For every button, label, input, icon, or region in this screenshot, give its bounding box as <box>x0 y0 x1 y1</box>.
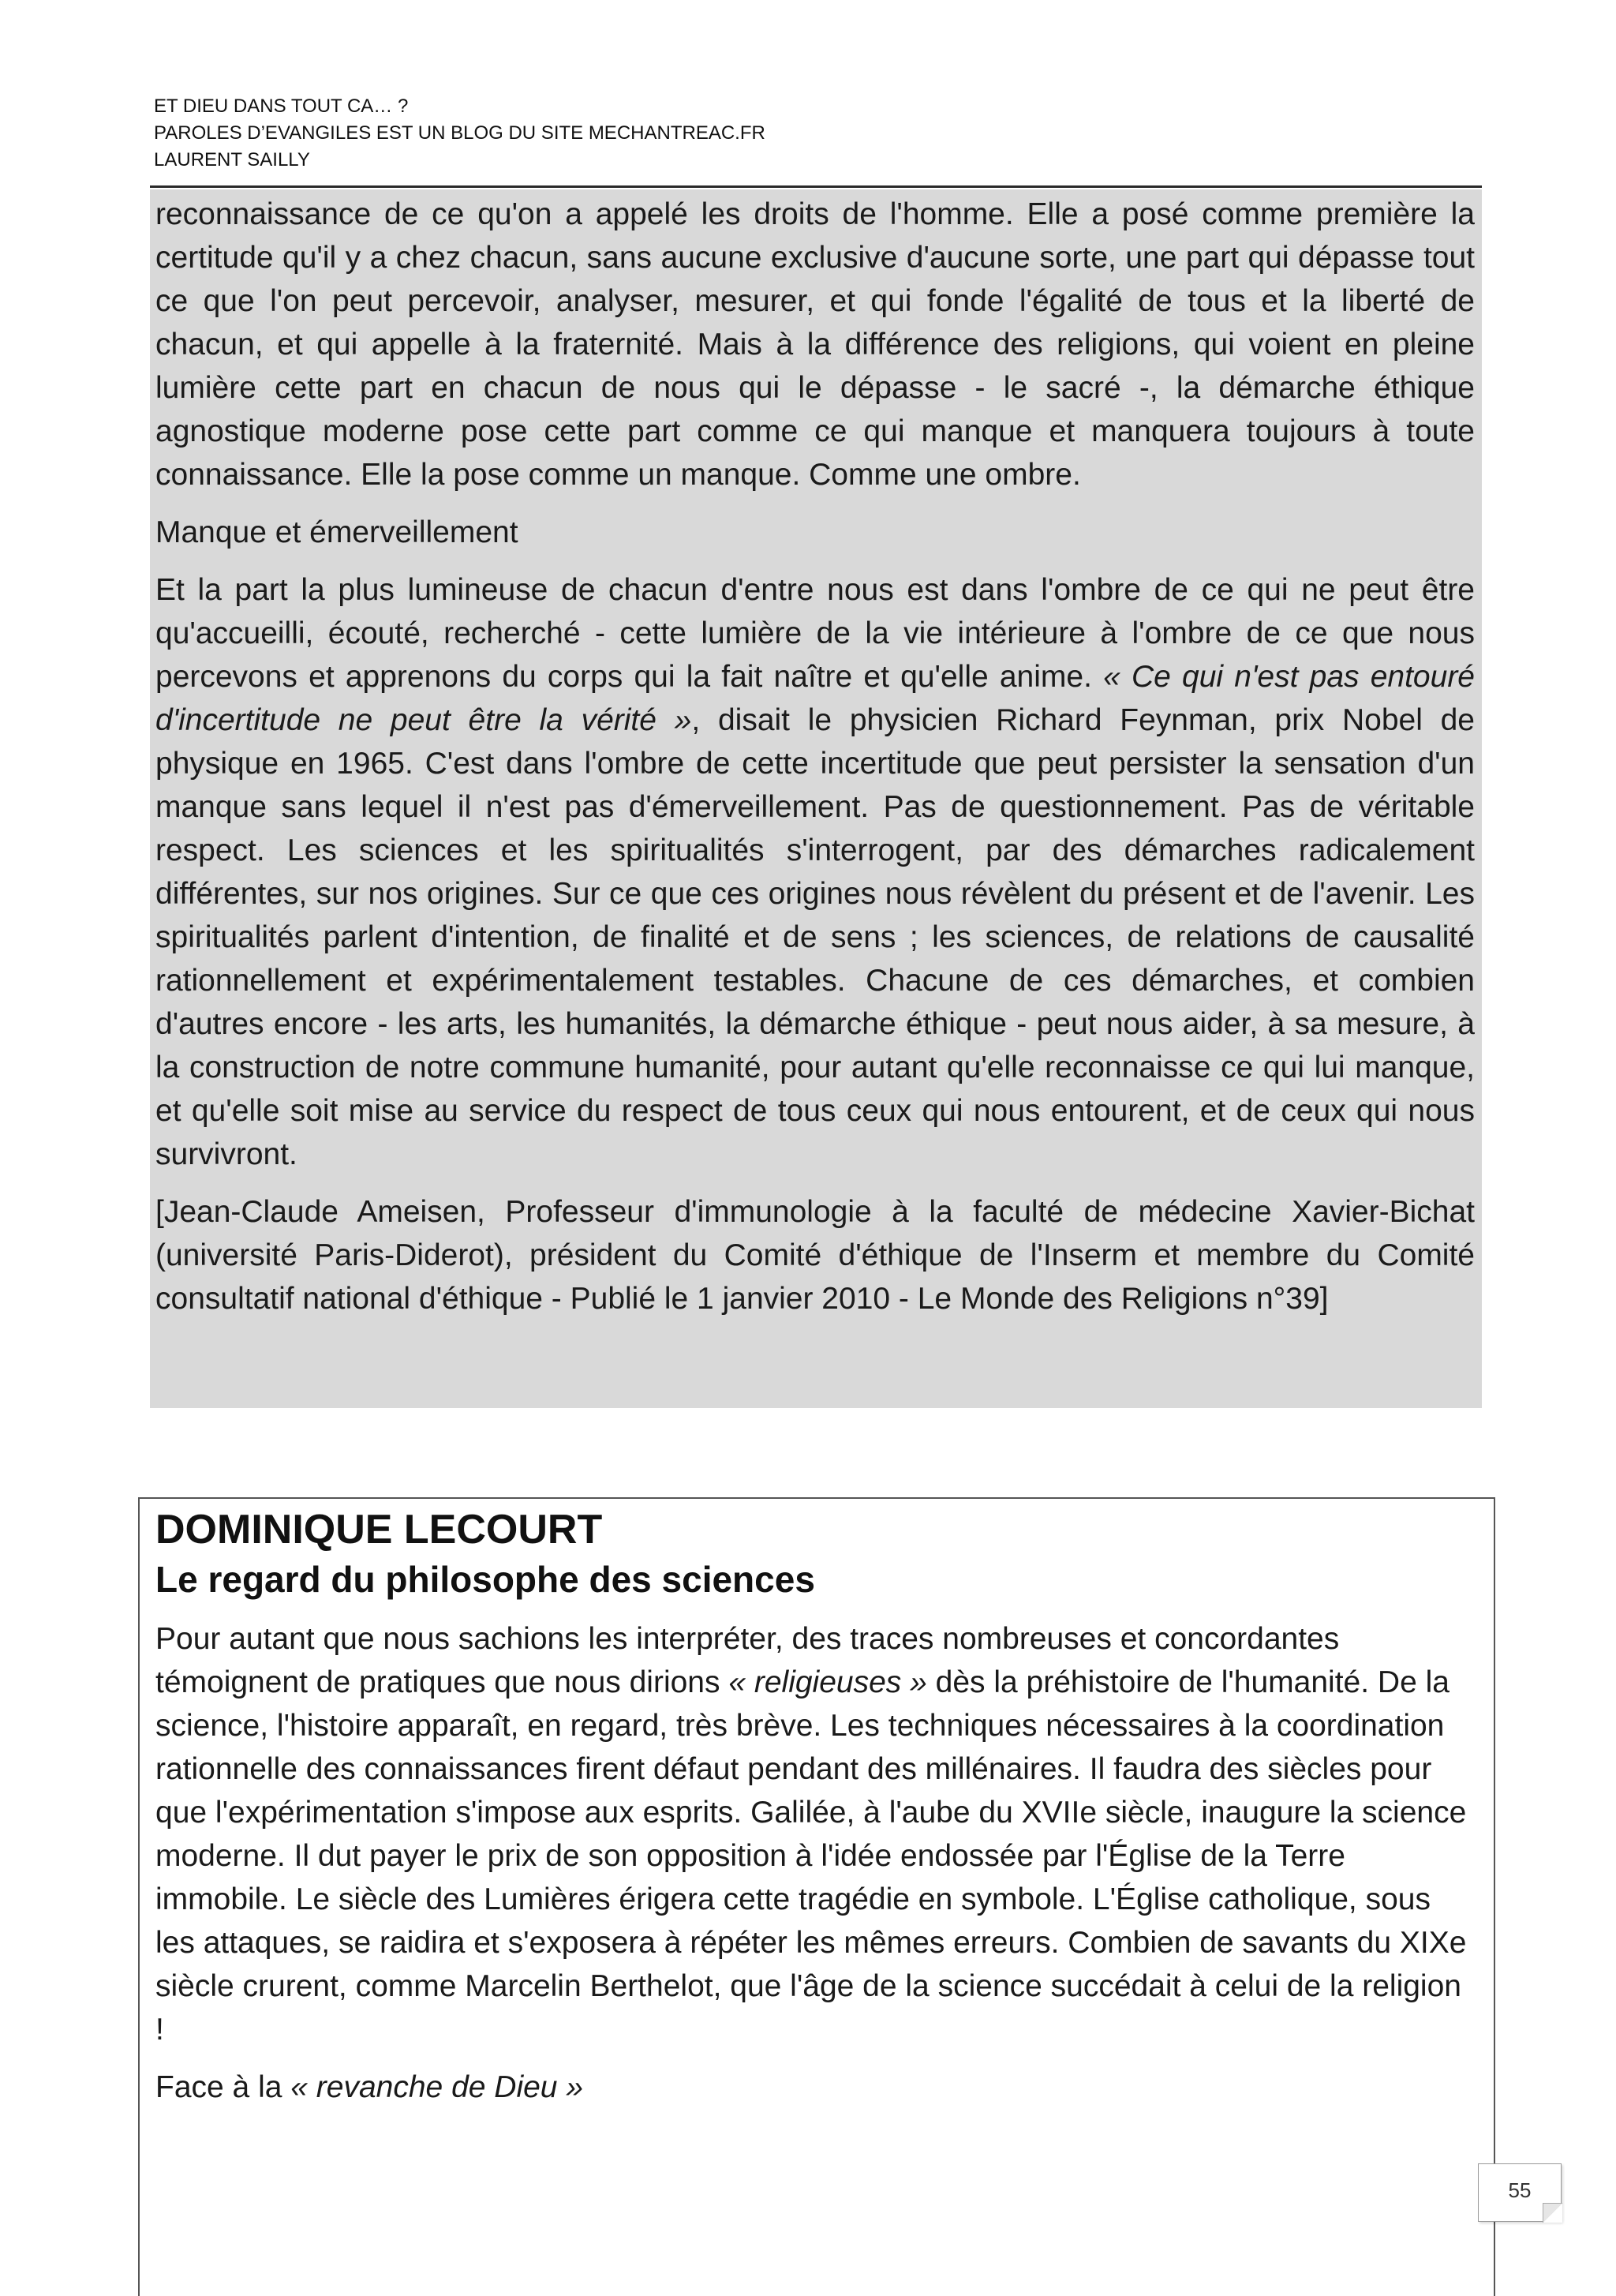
lecourt-p1-end: dès la préhistoire de l'humanité. De la science, l'histoire apparaît, en regard, très brève. Les techniques nécessaires à la coordination rationnelle des connaissances firent défaut pendant des millénaires. Il faudra des siècles pour que l'expérimentation s'impose aux esprits. Galilée, à l'aube du XVIIe siècle, inaugure la science moderne. Il dut payer le prix de son opposition à l'idée endossée par l'Église de la Terre immobile. Le siècle des Lumières érigera cette tragédie en symbole. L'Église catholique, sous les attaques, se raidira et s'exposera à répéter les mêmes erreurs. Combien de savants du XIXe siècle crurent, comme Marcelin Berthelot, que l'âge de la science succédait à celui de la religion ! <box>155 1665 1467 2047</box>
page-number-box <box>1478 2163 1562 2222</box>
header-rule <box>150 185 1482 188</box>
ameisen-citation: [Jean-Claude Ameisen, Professeur d'immunologie à la faculté de médecine Xavier-Bichat (université Paris-Diderot), président du Comité d'éthique de l'Inserm et membre du Comité consultatif national d'éthique - Publié le 1 janvier 2010 - Le Monde des Religions n°39] <box>155 1195 1475 1316</box>
lecourt-subtitle: Le regard du philosophe des sciences <box>155 1559 815 1600</box>
lecourt-title: DOMINIQUE LECOURT <box>155 1507 603 1553</box>
header-line-author: LAURENT SAILLY <box>154 149 310 170</box>
religieuses-quote: « religieuses » <box>728 1665 927 1699</box>
header-line-title: ET DIEU DANS TOUT CA… ? <box>154 96 409 117</box>
ameisen-paragraph-1: reconnaissance de ce qu'on a appelé les droits de l'homme. Elle a posé comme première la certitude qu'il y a chez chacun, sans aucune exclusive d'aucune sorte, une part qui dépasse tout ce que l'on peut percevoir, analyser, mesurer, et qui fonde l'égalité de tous et la liberté de chacun, et qui appelle à la fraternité. Mais à la différence des religions, qui voient en pleine lumière cette part en chacun de nous qui le dépasse - le sacré -, la démarche éthique agnostique moderne pose cette part comme ce qui manque et manquera toujours à toute connaissance. Elle la pose comme un manque. Comme une ombre. <box>155 197 1475 492</box>
page-curl-icon <box>1543 2203 1562 2223</box>
ameisen-section <box>155 193 1475 1320</box>
lecourt-paragraph-1 <box>155 1617 1475 2051</box>
running-header <box>154 93 1479 174</box>
lecourt-section <box>155 1504 1475 2109</box>
header-line-blog: PAROLES D’EVANGILES EST UN BLOG DU SITE MECHANTREAC.FR <box>154 122 765 144</box>
revanche-quote: « revanche de Dieu » <box>290 2070 584 2104</box>
page-number: 55 <box>1508 2178 1532 2202</box>
lecourt-subheading-start: Face à la <box>155 2070 291 2104</box>
lecourt-subheading <box>155 2066 1475 2109</box>
lecourt-p1-start: Pour autant que nous sachions les interpréter, des traces nombreuses et concordantes témoignent de pratiques que nous dirions <box>155 1622 1340 1699</box>
ameisen-paragraph-2 <box>155 568 1475 1176</box>
ameisen-p2-end: , disait le physicien Richard Feynman, prix Nobel de physique en 1965. C'est dans l'ombre de cette incertitude que peut persister la sensation d'un manque sans lequel il n'est pas d'émerveillement. Pas de questionnement. Pas de véritable respect. Les sciences et les spiritualités s'interrogent, par des démarches radicalement différentes, sur nos origines. Sur ce que ces origines nous révèlent du présent et de l'avenir. Les spiritualités parlent d'intention, de finalité et de sens ; les sciences, de relations de causalité rationnellement et expérimentalement testables. Chacune de ces démarches, et combien d'autres encore - les arts, les humanités, la démarche éthique - peut nous aider, à sa mesure, à la construction de notre commune humanité, pour autant qu'elle reconnaisse ce qui lui manque, et qu'elle soit mise au service du respect de tous ceux qui nous entourent, et de ceux qui nous survivront. <box>155 703 1475 1171</box>
feynman-quote: « Ce qui n'est pas entouré d'incertitude ne peut être la vérité » <box>155 660 1475 737</box>
ameisen-p2-start: Et la part la plus lumineuse de chacun d'entre nous est dans l'ombre de ce qui ne peut être qu'accueilli, écouté, recherché - cette lumière de la vie intérieure à l'ombre de ce que nous percevons et apprenons du corps qui la fait naître et qu'elle anime. <box>155 573 1475 694</box>
ameisen-subheading: Manque et émerveillement <box>155 515 518 549</box>
